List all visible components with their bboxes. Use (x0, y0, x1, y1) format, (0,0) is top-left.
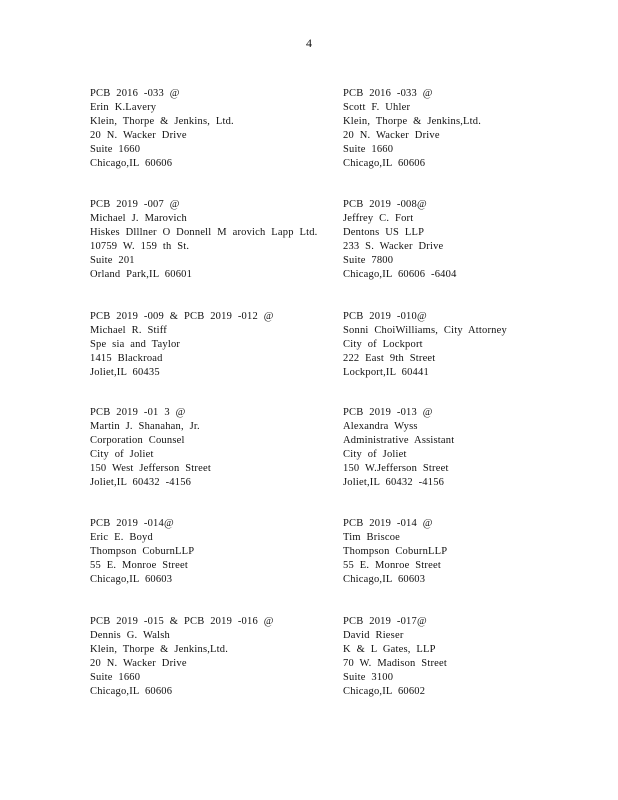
case-reference: PCB 2019 -01 3 @ (90, 407, 186, 418)
organization: Hiskes Dlllner O Donnell M arovich Lapp Ltd. (90, 227, 318, 238)
case-reference: PCB 2019 -014 @ (343, 518, 433, 529)
contact-name: Scott F. Uhler (343, 102, 411, 113)
street-address: 55 E. Monroe Street (343, 560, 441, 571)
suite: Suite 201 (90, 255, 135, 266)
contact-name: David Rieser (343, 630, 404, 641)
organization: Klein, Thorpe & Jenkins,Ltd. (343, 116, 482, 127)
city-state-zip: Chicago,IL 60603 (343, 574, 426, 585)
street-address: 222 East 9th Street (343, 353, 436, 364)
contact-name: Jeffrey C. Fort (343, 213, 414, 224)
service-list-entry (343, 198, 593, 282)
organization: Klein, Thorpe & Jenkins, Ltd. (90, 116, 234, 127)
service-list-entry (343, 310, 593, 380)
service-list-entry (343, 615, 593, 699)
contact-name: Alexandra Wyss (343, 421, 418, 432)
street-address: 20 N. Wacker Drive (90, 130, 187, 141)
city-state-zip: Joliet,IL 60435 (90, 367, 160, 378)
street-address: 1415 Blackroad (90, 353, 163, 364)
contact-name: Dennis G. Walsh (90, 630, 170, 641)
street-address: 233 S. Wacker Drive (343, 241, 444, 252)
case-reference: PCB 2019 -007 @ (90, 199, 180, 210)
service-list-entry (343, 87, 593, 171)
organization: K & L Gates, LLP (343, 644, 436, 655)
organization: City of Joliet (90, 449, 154, 460)
organization: City of Joliet (343, 449, 407, 460)
organization: City of Lockport (343, 339, 423, 350)
suite: Suite 7800 (343, 255, 394, 266)
case-reference: PCB 2016 -033 @ (90, 88, 180, 99)
suite: Suite 1660 (90, 144, 141, 155)
city-state-zip: Chicago,IL 60606 (343, 158, 426, 169)
page-number: 4 (306, 36, 312, 50)
contact-name: Michael J. Marovich (90, 213, 187, 224)
case-reference: PCB 2019 -010@ (343, 311, 427, 322)
organization: Spe sia and Taylor (90, 339, 181, 350)
case-reference: PCB 2019 -015 & PCB 2019 -016 @ (90, 616, 274, 627)
contact-name: Michael R. Stiff (90, 325, 167, 336)
suite: Suite 1660 (343, 144, 394, 155)
city-state-zip: Joliet,IL 60432 -4156 (343, 477, 445, 488)
organization: Thompson CoburnLLP (90, 546, 195, 557)
case-reference: PCB 2016 -033 @ (343, 88, 433, 99)
organization: Klein, Thorpe & Jenkins,Ltd. (90, 644, 229, 655)
street-address: 10759 W. 159 th St. (90, 241, 190, 252)
city-state-zip: Orland Park,IL 60601 (90, 269, 193, 280)
street-address: 70 W. Madison Street (343, 658, 447, 669)
street-address: 55 E. Monroe Street (90, 560, 188, 571)
city-state-zip: Lockport,IL 60441 (343, 367, 429, 378)
city-state-zip: Chicago,IL 60602 (343, 686, 426, 697)
organization: Dentons US LLP (343, 227, 425, 238)
case-reference: PCB 2019 -014@ (90, 518, 174, 529)
street-address: 20 N. Wacker Drive (343, 130, 440, 141)
suite: Suite 1660 (90, 672, 141, 683)
city-state-zip: Joliet,IL 60432 -4156 (90, 477, 192, 488)
contact-name: Eric E. Boyd (90, 532, 153, 543)
city-state-zip: Chicago,IL 60603 (90, 574, 173, 585)
street-address: 150 West Jefferson Street (90, 463, 211, 474)
city-state-zip: Chicago,IL 60606 (90, 686, 173, 697)
service-list-entry (90, 517, 340, 587)
organization: Thompson CoburnLLP (343, 546, 448, 557)
contact-name: Martin J. Shanahan, Jr. (90, 421, 200, 432)
title: Administrative Assistant (343, 435, 455, 446)
street-address: 20 N. Wacker Drive (90, 658, 187, 669)
service-list-entry (90, 198, 340, 282)
contact-name: Sonni ChoiWilliams, City Attorney (343, 325, 507, 336)
service-list-entry (343, 406, 593, 490)
title: Corporation Counsel (90, 435, 185, 446)
case-reference: PCB 2019 -008@ (343, 199, 427, 210)
service-list-entry (90, 615, 340, 699)
contact-name: Tim Briscoe (343, 532, 401, 543)
case-reference: PCB 2019 -009 & PCB 2019 -012 @ (90, 311, 274, 322)
service-list-entry (343, 517, 593, 587)
city-state-zip: Chicago,IL 60606 (90, 158, 173, 169)
contact-name: Erin K.Lavery (90, 102, 157, 113)
service-list-entry (90, 406, 340, 490)
suite: Suite 3100 (343, 672, 394, 683)
service-list-entry (90, 310, 340, 380)
city-state-zip: Chicago,IL 60606 -6404 (343, 269, 457, 280)
case-reference: PCB 2019 -017@ (343, 616, 427, 627)
case-reference: PCB 2019 -013 @ (343, 407, 433, 418)
service-list-entry (90, 87, 340, 171)
street-address: 150 W.Jefferson Street (343, 463, 449, 474)
